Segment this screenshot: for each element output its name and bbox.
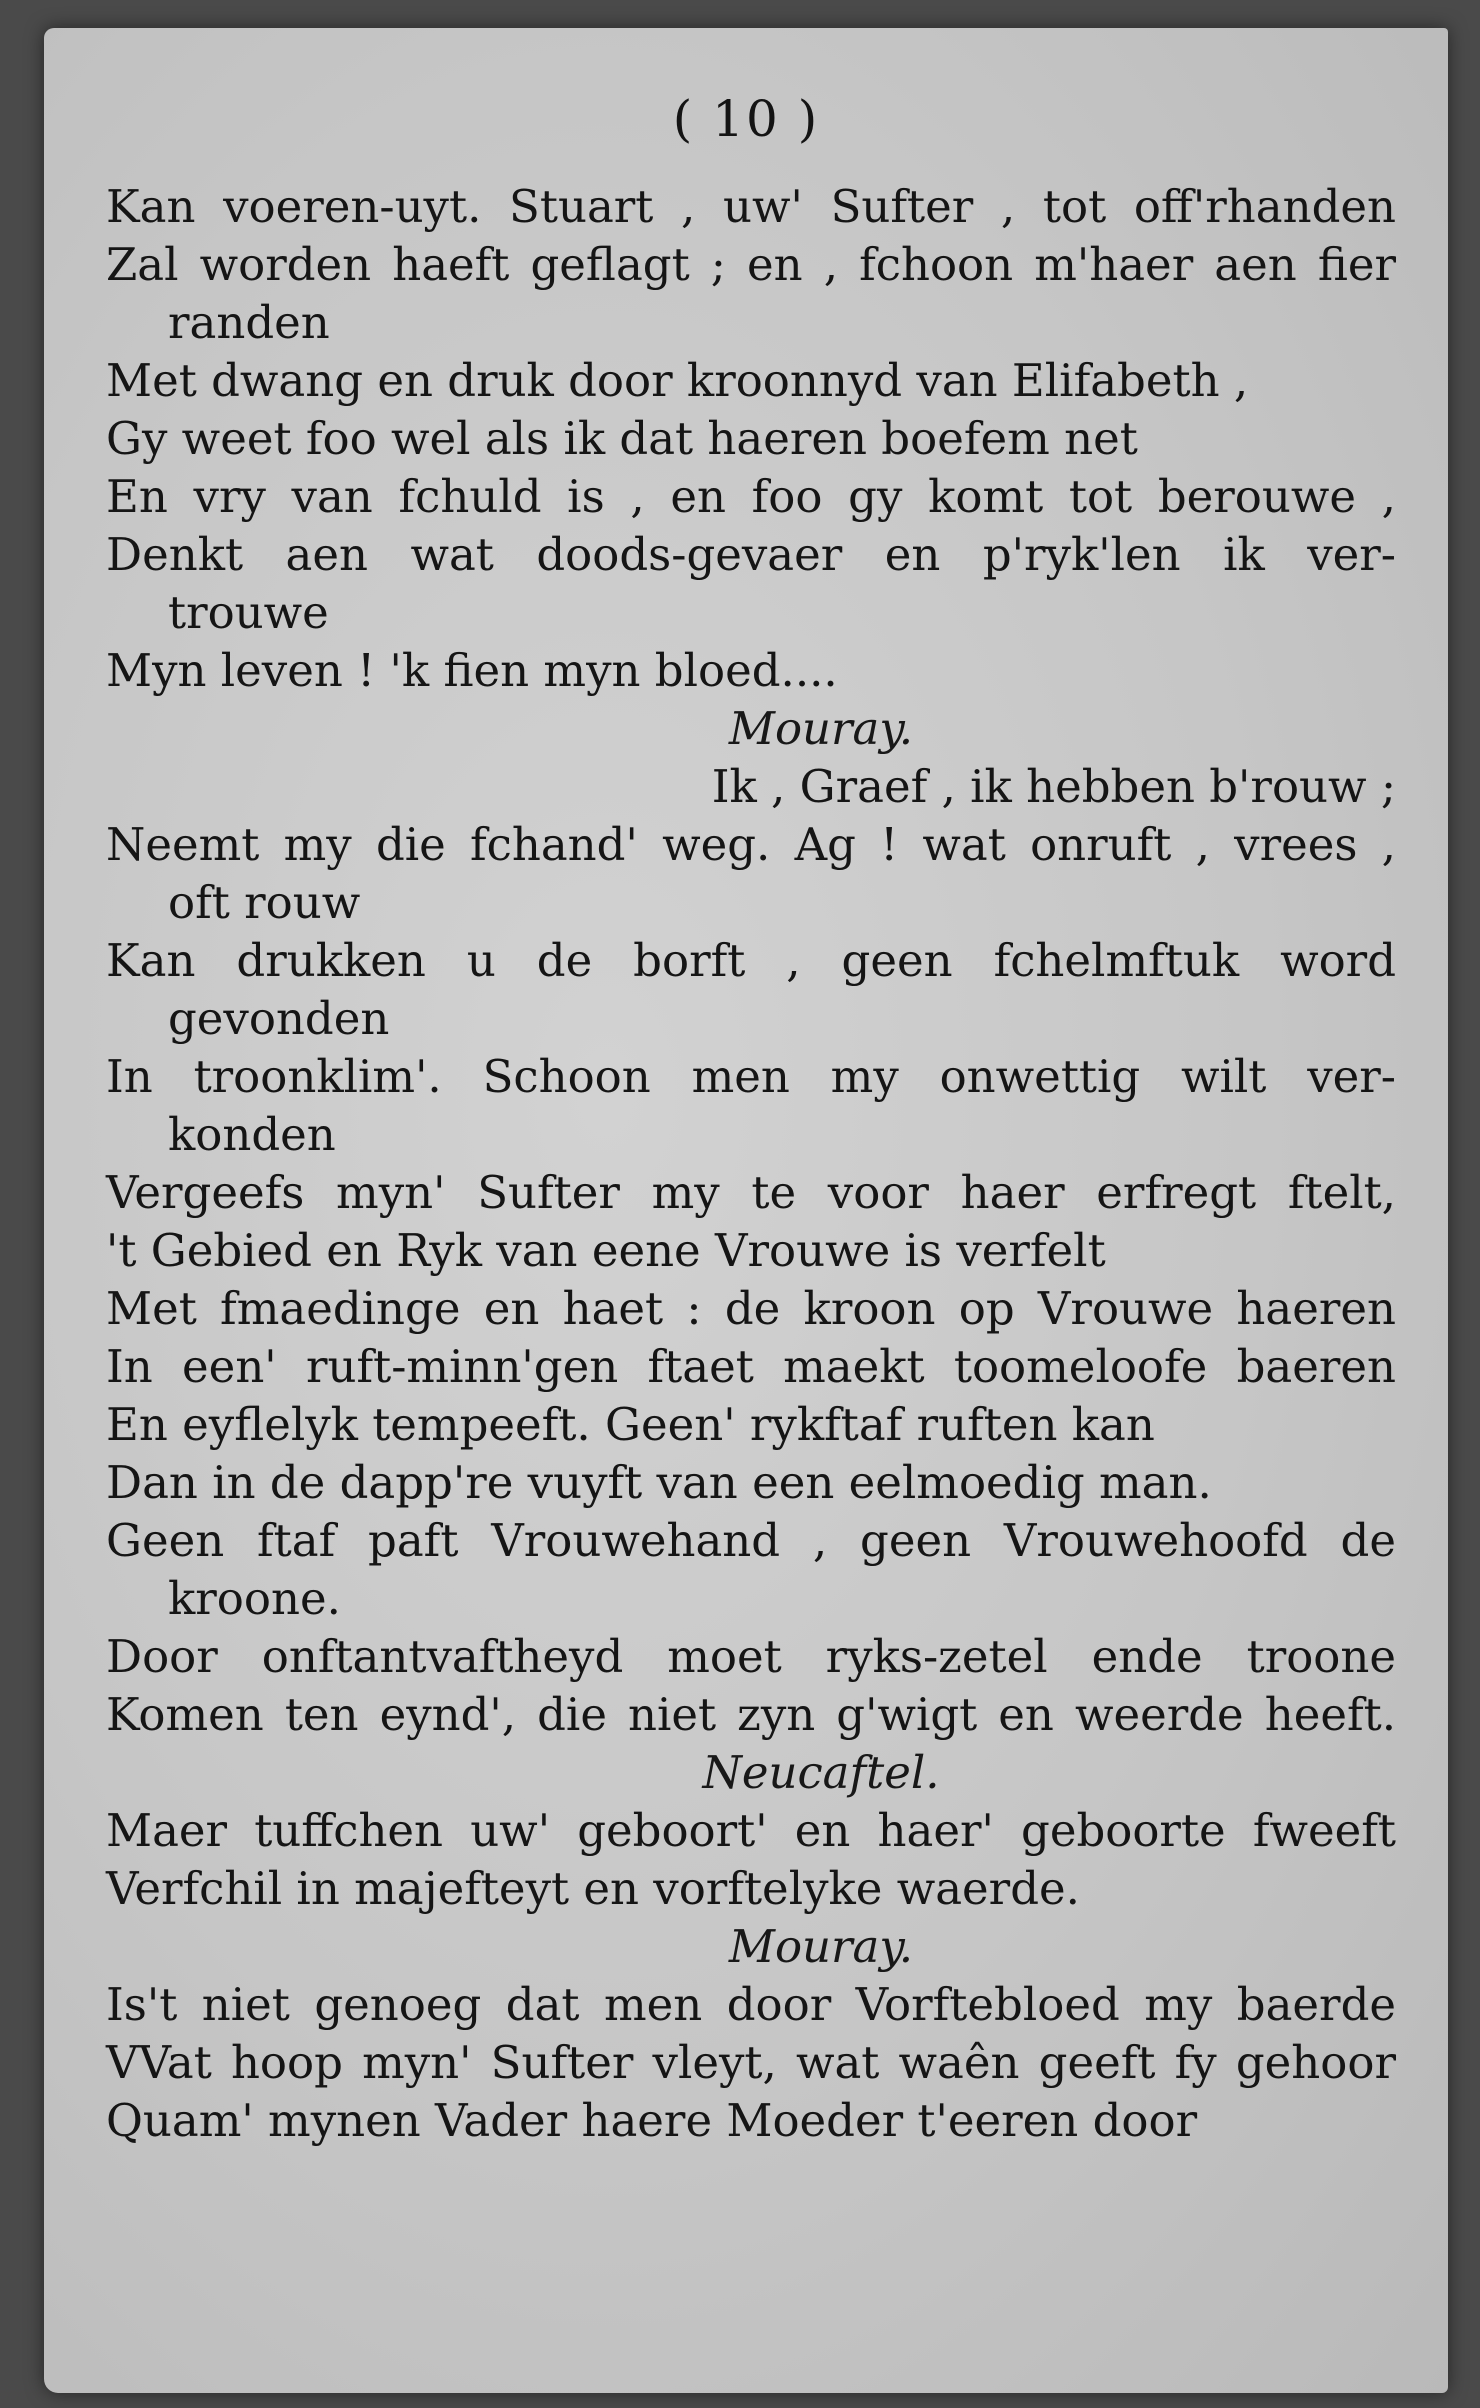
verse-line: Myn leven ! 'k fien myn bloed.... (106, 644, 838, 697)
verse-line-continuation: konden (168, 1108, 336, 1161)
verse-line: Verfchil in majefteyt en vorftelyke waerde. (106, 1862, 1080, 1915)
verse-line: Gy weet foo wel als ik dat haeren boefem net (106, 412, 1138, 465)
verse-line: Ik , Graef , ik hebben b'rouw ; (711, 760, 1396, 813)
verse-line: Denkt aen wat doods-gevaer en p'ryk'len ik ver- (106, 528, 1396, 581)
verse-line-continuation: randen (168, 296, 330, 349)
page-number: ( 10 ) (672, 90, 820, 148)
verse-line: Dan in de dapp're vuyft van een eelmoedig man. (106, 1456, 1212, 1509)
speaker-name: Neucaftel. (702, 1746, 940, 1799)
verse-line: En vry van fchuld is , en foo gy komt tot berouwe , (106, 470, 1396, 523)
verse-line: Komen ten eynd', die niet zyn g'wigt en weerde heeft. (106, 1688, 1396, 1741)
verse-line-continuation: trouwe (168, 586, 329, 639)
verse-line: Door onftantvaftheyd moet ryks-zetel ende troone (106, 1630, 1396, 1683)
verse-line: Vergeefs myn' Sufter my te voor haer erfregt ftelt, (106, 1166, 1396, 1219)
verse-line: Kan voeren-uyt. Stuart , uw' Sufter , tot off'rhanden (106, 180, 1396, 233)
verse-line: Met dwang en druk door kroonnyd van Elifabeth , (106, 354, 1249, 407)
book-page (44, 28, 1448, 2393)
verse-line: Is't niet genoeg dat men door Vorftebloed my baerde (106, 1978, 1396, 2031)
verse-line: Neemt my die fchand' weg. Ag ! wat onruft , vrees , (106, 818, 1396, 871)
verse-line: En eyflelyk tempeeft. Geen' rykftaf ruften kan (106, 1398, 1155, 1451)
verse-line: In troonklim'. Schoon men my onwettig wilt ver- (106, 1050, 1396, 1103)
verse-line: VVat hoop myn' Sufter vleyt, wat waên geeft fy gehoor (106, 2036, 1396, 2089)
verse-line: Maer tuffchen uw' geboort' en haer' geboorte fweeft (106, 1804, 1396, 1857)
verse-line: Quam' mynen Vader haere Moeder t'eeren door (106, 2094, 1198, 2147)
verse-line: Met fmaedinge en haet : de kroon op Vrouwe haeren (106, 1282, 1396, 1335)
speaker-name: Mouray. (728, 1920, 914, 1973)
verse-line-continuation: oft rouw (168, 876, 361, 929)
speaker-name: Mouray. (728, 702, 914, 755)
verse-line: Kan drukken u de borft , geen fchelmftuk word (106, 934, 1396, 987)
verse-line: In een' ruft-minn'gen ftaet maekt toomeloofe baeren (106, 1340, 1396, 1393)
verse-text (106, 178, 1396, 2150)
verse-line-continuation: gevonden (168, 992, 390, 1045)
verse-line: Geen ftaf paft Vrouwehand , geen Vrouwehoofd de (106, 1514, 1396, 1567)
verse-line-continuation: kroone. (168, 1572, 341, 1625)
verse-line: Zal worden haeft geflagt ; en , fchoon m'haer aen fier (106, 238, 1396, 291)
verse-line: 't Gebied en Ryk van eene Vrouwe is verfelt (106, 1224, 1106, 1277)
